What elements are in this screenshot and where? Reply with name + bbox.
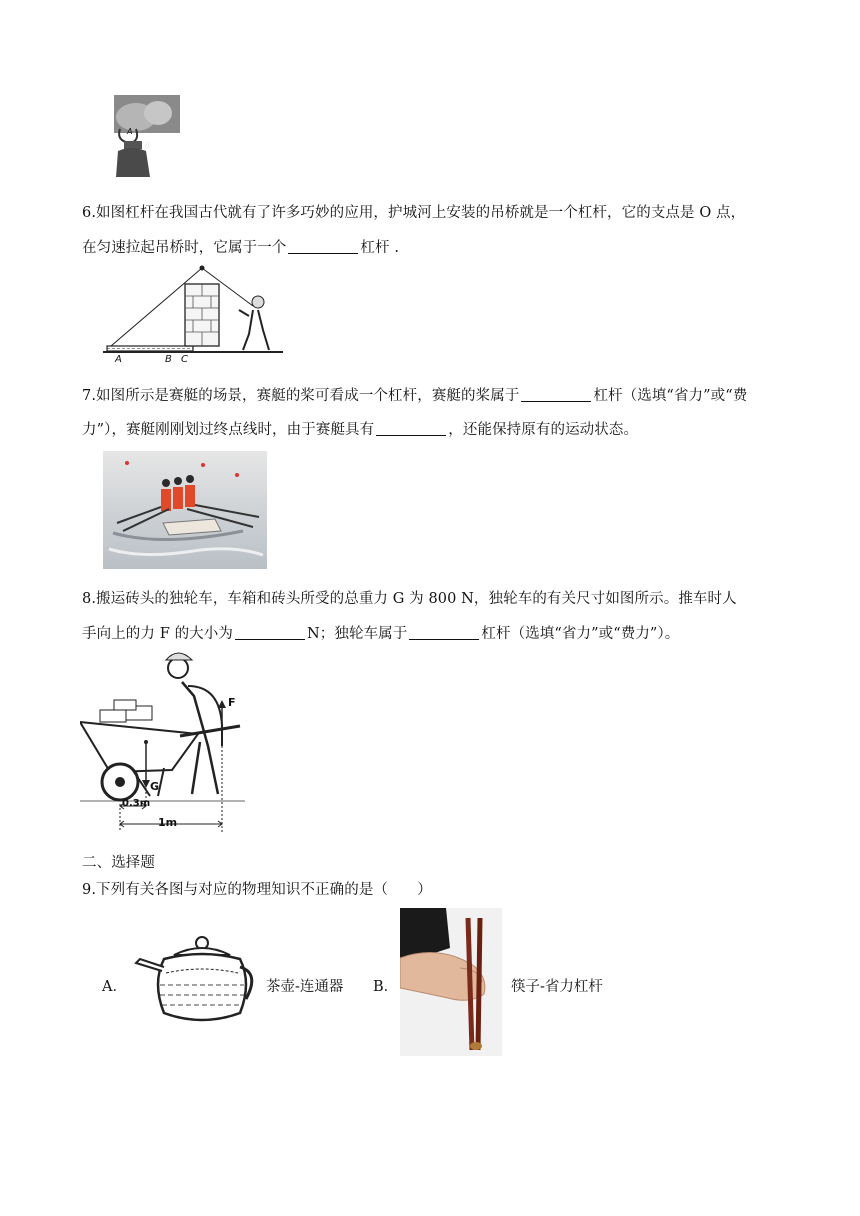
q8-line2-post: 杠杆（选填“省力”或“费力”）。 <box>481 626 680 642</box>
q8-line2-mid: N；独轮车属于 <box>306 626 408 642</box>
teapot-figure <box>130 933 260 1033</box>
q7-line1 <box>82 384 747 405</box>
label-g: G <box>150 780 160 793</box>
q6-line2-pre: 在匀速拉起吊桥时，它属于一个 <box>82 240 287 256</box>
option-b-letter[interactable]: B． <box>373 979 399 995</box>
q8-answer-blank-1[interactable] <box>235 625 305 640</box>
option-a-letter[interactable]: A． <box>102 979 127 995</box>
chopsticks-photo <box>400 908 502 1056</box>
q6-line2-post: 杠杆 . <box>360 240 400 256</box>
section-title: 二、选择题 <box>82 855 155 871</box>
q8-line2 <box>82 622 679 643</box>
label-a: A <box>127 127 133 136</box>
label-b: B <box>145 141 151 150</box>
q7-line1-post: 杠杆（选填“省力”或“费 <box>593 388 748 404</box>
q9-stem: 9.下列有关各图与对应的物理知识不正确的是（ ） <box>82 882 432 898</box>
wheelbarrow-figure <box>80 646 245 832</box>
q8-line2-pre: 手向上的力 F 的大小为 <box>82 626 233 642</box>
q7-line2 <box>82 418 638 439</box>
q8-answer-blank-2[interactable] <box>409 625 479 640</box>
q6-answer-blank[interactable] <box>288 239 358 254</box>
q7-line2-post: ，还能保持原有的运动状态。 <box>448 422 639 438</box>
q7-answer-blank-1[interactable] <box>521 387 591 402</box>
label-c: C <box>181 354 188 364</box>
label-b: B <box>165 354 172 364</box>
hand-bottle-figure <box>106 95 182 177</box>
q6-line1: 6.如图杠杆在我国古代就有了许多巧妙的应用，护城河上安装的吊桥就是一个杠杆，它的支点是 O 点， <box>82 205 746 221</box>
dim-small: 0.3m <box>122 798 151 809</box>
option-a-caption: 茶壶-连通器 <box>266 979 344 995</box>
option-b-caption: 筷子-省力杠杆 <box>511 979 603 995</box>
q6-line2 <box>82 236 399 257</box>
drawbridge-figure <box>103 264 283 364</box>
label-f: F <box>228 696 236 709</box>
label-a: A <box>115 354 122 364</box>
q7-answer-blank-2[interactable] <box>376 421 446 436</box>
q7-line1-pre: 7.如图所示是赛艇的场景，赛艇的桨可看成一个杠杆，赛艇的桨属于 <box>82 388 520 404</box>
q7-line2-pre: 力”），赛艇刚刚划过终点线时，由于赛艇具有 <box>82 422 375 438</box>
q8-line1: 8.搬运砖头的独轮车，车箱和砖头所受的总重力 G 为 800 N，独轮车的有关尺寸如图所示。推车时人 <box>82 591 737 607</box>
dim-large: 1m <box>158 816 178 829</box>
rowing-photo <box>103 451 267 569</box>
